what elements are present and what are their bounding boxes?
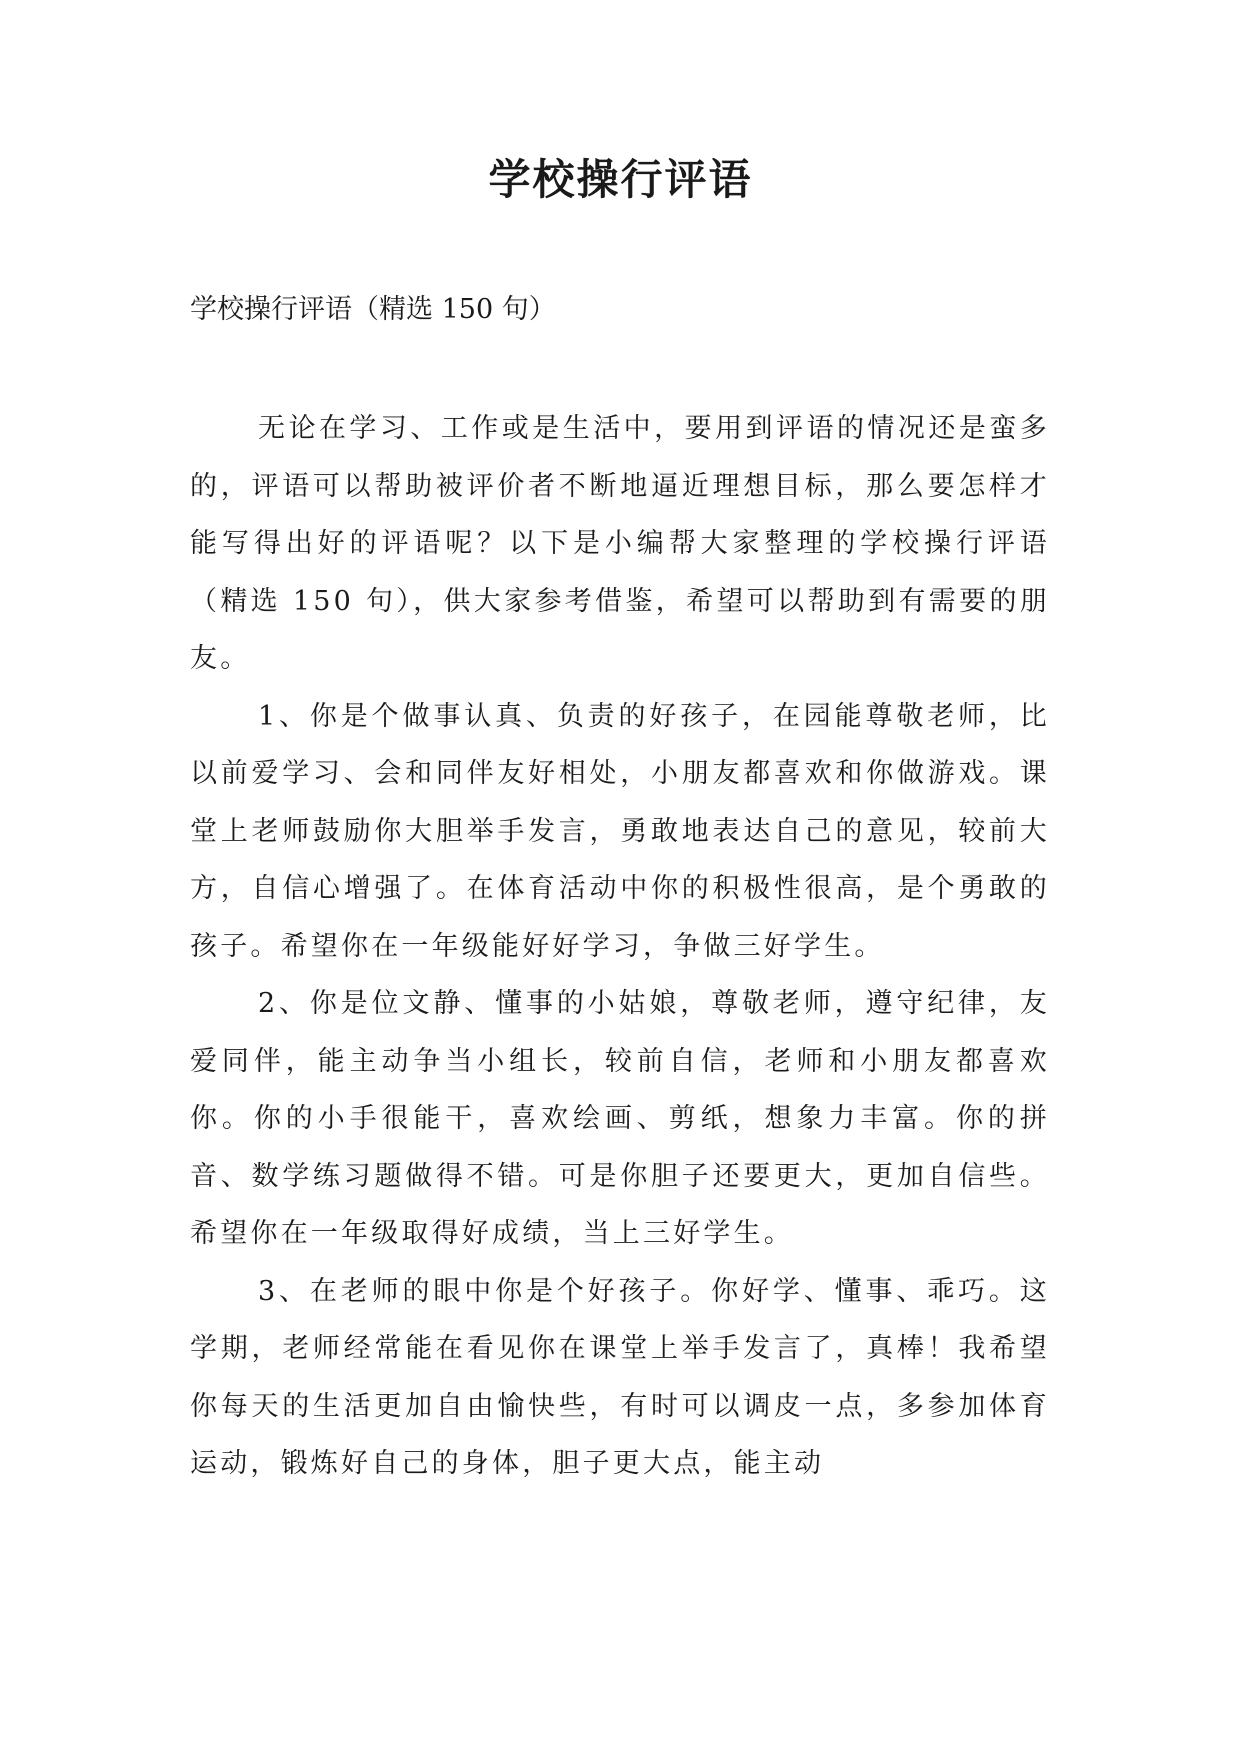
- document-body: [190, 400, 1050, 1493]
- intro-paragraph: 无论在学习、工作或是生活中，要用到评语的情况还是蛮多的，评语可以帮助被评价者不断地逼近理想目标，那么要怎样才能写得出好的评语呢？以下是小编帮大家整理的学校操行评语（精选 150 句），供大家参考借鉴，希望可以帮助到有需要的朋友。: [190, 413, 1050, 674]
- comment-paragraph-2: 2、你是位文静、懂事的小姑娘，尊敬老师，遵守纪律，友爱同伴，能主动争当小组长，较前自信，老师和小朋友都喜欢你。你的小手很能干，喜欢绘画、剪纸，想象力丰富。你的拼音、数学练习题做得不错。可是你胆子还要更大，更加自信些。希望你在一年级取得好成绩，当上三好学生。: [190, 988, 1050, 1249]
- comment-paragraph-1: 1、你是个做事认真、负责的好孩子，在园能尊敬老师，比以前爱学习、会和同伴友好相处，小朋友都喜欢和你做游戏。课堂上老师鼓励你大胆举手发言，勇敢地表达自己的意见，较前大方，自信心增强了。在体育活动中你的积极性很高，是个勇敢的孩子。希望你在一年级能好好学习，争做三好学生。: [190, 700, 1050, 962]
- document-title: 学校操行评语: [488, 155, 753, 204]
- comment-paragraph-3: 3、在老师的眼中你是个好孩子。你好学、懂事、乖巧。这学期，老师经常能在看见你在课堂上举手发言了，真棒！我希望你每天的生活更加自由愉快些，有时可以调皮一点，多参加体育运动，锻炼好自己的身体，胆子更大点，能主动: [190, 1275, 1050, 1479]
- document-subtitle: 学校操行评语（精选 150 句）: [190, 294, 556, 325]
